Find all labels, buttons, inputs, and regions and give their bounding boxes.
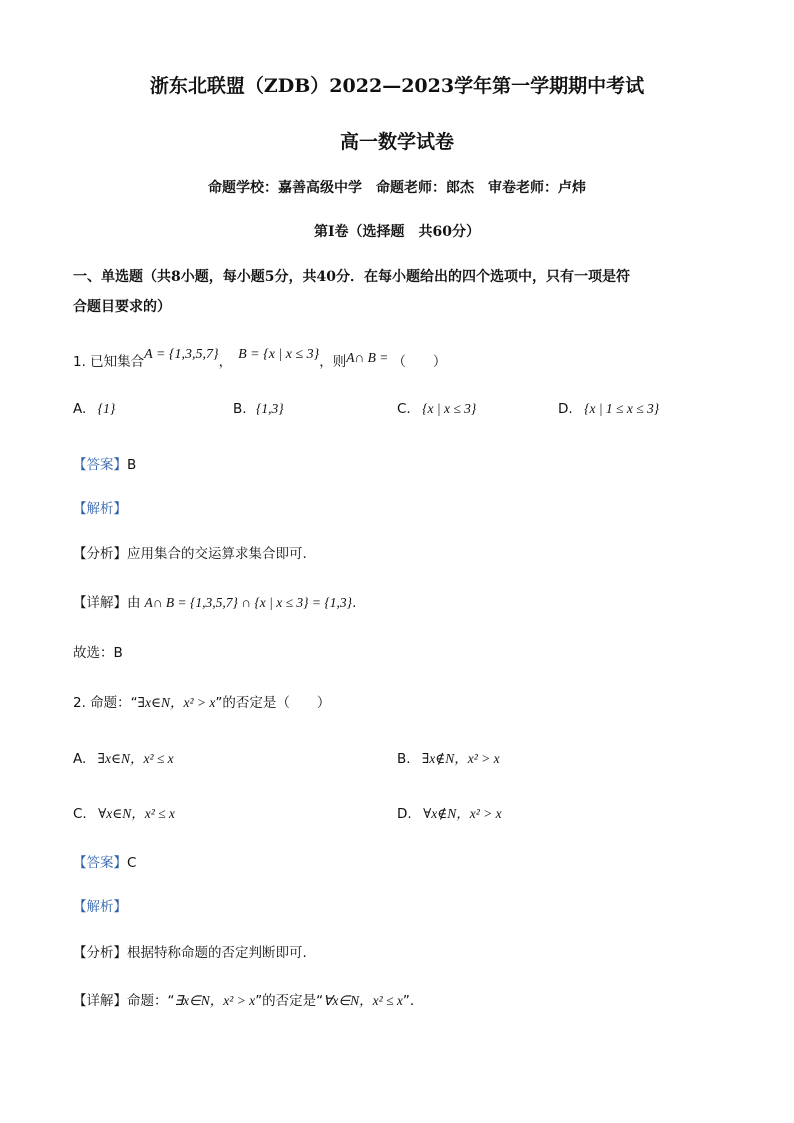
q1-prefix: 1. 已知集合 xyxy=(73,354,145,370)
detail-end: . xyxy=(352,595,357,611)
q1-option-a: A. {1} xyxy=(73,401,116,417)
q1-analysis xyxy=(73,542,307,562)
q1-set-a: A = {1,3,5,7} xyxy=(144,347,219,362)
q1-paren: （ ） xyxy=(392,354,447,370)
question-2 xyxy=(73,691,330,711)
q2-detail xyxy=(73,989,423,1009)
analysis-tag: 【分析】 xyxy=(73,546,127,562)
detail-tag: 【详解】 xyxy=(73,993,127,1009)
section-heading-line1: 一、单选题（共8小题，每小题5分，共40分．在每小题给出的四个选项中，只有一项是符 xyxy=(73,269,630,285)
detail-end: ”． xyxy=(402,993,424,1009)
detail-pre: 由 xyxy=(127,595,141,611)
author-line: 命题学校：嘉善高级中学 命题老师：郎杰 审卷老师：卢炜 xyxy=(208,180,586,196)
q2-answer xyxy=(73,851,136,871)
detail-pre: 命题：“ xyxy=(127,993,175,1009)
answer-tag: 【答案】 xyxy=(73,855,127,871)
detail-mid: ”的否定是“ xyxy=(255,993,324,1009)
analysis-text: 根据特称命题的否定判断即可. xyxy=(127,945,307,961)
detail-tag: 【详解】 xyxy=(73,595,127,611)
q1-answer xyxy=(73,453,136,473)
q2-prefix: 2. 命题：“ xyxy=(73,695,138,711)
question-1 xyxy=(73,347,447,371)
q1-option-d: D. {x | 1 ≤ x ≤ 3} xyxy=(558,401,660,417)
q2-option-c: C. ∀x∈N，x² ≤ x xyxy=(73,806,175,822)
detail-expr-2: ∀x∈N，x² ≤ x xyxy=(323,993,403,1008)
part-heading: 第Ⅰ卷（选择题 共60分） xyxy=(313,224,481,240)
exam-title: 浙东北联盟（ZDB）2022—2023学年第一学期期中考试 xyxy=(149,75,645,97)
q2-option-a: A. ∃x∈N，x² ≤ x xyxy=(73,751,174,767)
q1-jiexi-tag: 【解析】 xyxy=(73,501,127,517)
answer-value: B xyxy=(127,457,137,473)
q1-expr: A∩ B = xyxy=(346,350,389,365)
q1-mid: ，则 xyxy=(319,354,347,370)
detail-expr: A∩ B = {1,3,5,7} ∩ {x | x ≤ 3} = {1,3} xyxy=(144,595,353,610)
q2-option-b: B. ∃x∉N，x² > x xyxy=(397,751,500,767)
analysis-text: 应用集合的交运算求集合即可. xyxy=(127,546,307,562)
q1-set-b: B = {x | x ≤ 3} xyxy=(238,347,320,362)
answer-tag: 【答案】 xyxy=(73,457,127,473)
answer-value: C xyxy=(127,855,137,871)
q2-analysis xyxy=(73,941,307,961)
q1-option-b: B. {1,3} xyxy=(233,401,284,417)
analysis-tag: 【分析】 xyxy=(73,945,127,961)
q1-option-c: C. {x | x ≤ 3} xyxy=(397,401,477,417)
section-heading-line2: 合题目要求的） xyxy=(73,299,171,315)
detail-expr-1: ∃x∈N，x² > x xyxy=(174,993,256,1008)
exam-subtitle: 高一数学试卷 xyxy=(339,131,454,153)
q1-comma: ， xyxy=(218,354,233,370)
q2-suffix: ”的否定是（ ） xyxy=(215,695,331,711)
q1-detail xyxy=(73,591,356,611)
q2-expr: ∃x∈N，x² > x xyxy=(137,695,216,710)
q2-jiexi-tag: 【解析】 xyxy=(73,899,127,915)
q2-option-d: D. ∀x∉N，x² > x xyxy=(397,806,502,822)
q1-choose: 故选：B xyxy=(73,645,123,661)
